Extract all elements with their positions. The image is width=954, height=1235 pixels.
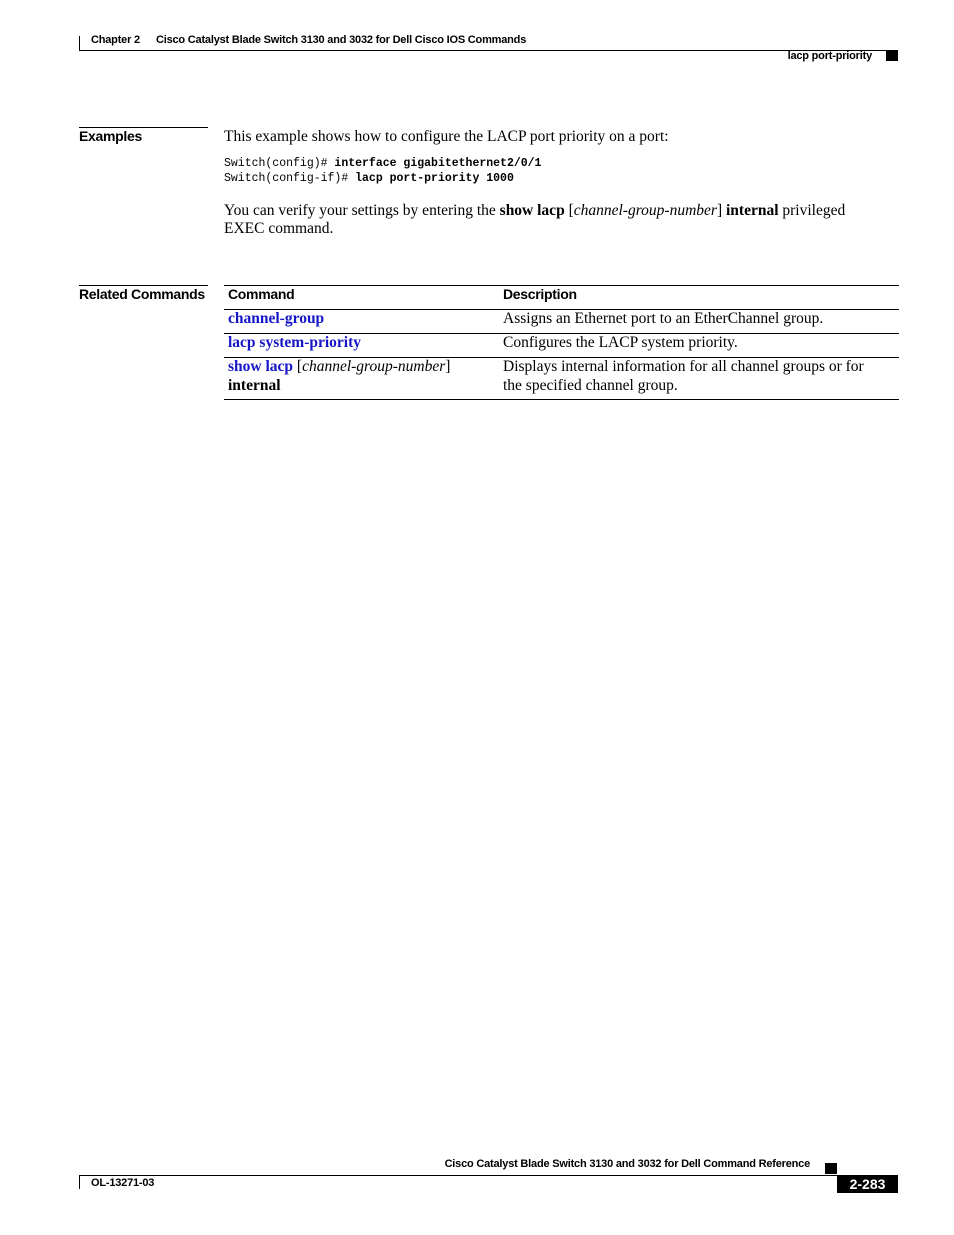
table-cell-description: Assigns an Ethernet port to an EtherChannel group. <box>503 310 824 327</box>
channel-group-link[interactable]: channel-group <box>228 310 325 327</box>
related-heading: Related Commands <box>79 286 205 302</box>
description-line-1: Displays internal information for all channel groups or for <box>503 358 864 375</box>
table-bottom-rule <box>224 399 899 400</box>
code-prompt: Switch(config-if)# <box>224 172 356 185</box>
verify-text: You can verify your settings by entering the <box>224 202 500 219</box>
command-bracket-close: ] <box>445 358 451 375</box>
footer-rule-vertical <box>79 1175 80 1189</box>
footer-doc-number: OL-13271-03 <box>91 1177 155 1189</box>
code-command: interface gigabitethernet2/0/1 <box>334 157 542 170</box>
code-prompt: Switch(config)# <box>224 157 335 170</box>
verify-bracket-open: [ <box>564 202 574 219</box>
verify-argument: channel-group-number <box>573 202 717 219</box>
footer-page-number: 2-283 <box>837 1175 898 1193</box>
verify-bracket-close: ] <box>716 202 726 219</box>
command-argument: channel-group-number <box>302 358 446 375</box>
header-rule-vertical <box>79 36 80 50</box>
verify-text-end: privileged <box>778 202 846 219</box>
footer-marker-block <box>825 1163 837 1174</box>
verify-keyword: internal <box>725 202 779 219</box>
show-lacp-link[interactable]: show lacp <box>228 358 294 375</box>
footer-title: Cisco Catalyst Blade Switch 3130 and 3032 for Dell Command Reference <box>444 1158 810 1170</box>
description-line-2: the specified channel group. <box>503 377 678 394</box>
table-cell-description <box>503 357 864 395</box>
verify-paragraph <box>224 202 899 238</box>
table-row <box>228 309 324 328</box>
examples-intro: This example shows how to configure the LACP port priority on a port: <box>224 128 669 145</box>
lacp-system-priority-link[interactable]: lacp system-priority <box>228 334 362 351</box>
command-bracket-open: [ <box>293 358 303 375</box>
header-topic: lacp port-priority <box>787 50 872 62</box>
examples-heading: Examples <box>79 128 142 144</box>
verify-text-line2: EXEC command. <box>224 220 334 237</box>
command-keyword: internal <box>228 377 281 394</box>
table-header-description: Description <box>503 286 577 302</box>
header-title: Cisco Catalyst Blade Switch 3130 and 3032 for Dell Cisco IOS Commands <box>156 34 527 46</box>
footer-rule <box>79 1175 898 1176</box>
header-rule <box>79 50 898 51</box>
table-row <box>228 333 361 352</box>
verify-command: show lacp <box>499 202 565 219</box>
code-line-1 <box>224 156 541 171</box>
header-marker-block <box>886 50 898 61</box>
code-line-2 <box>224 171 514 186</box>
header-chapter: Chapter 2 <box>91 34 140 46</box>
table-row <box>228 357 450 395</box>
table-header-command: Command <box>228 286 295 302</box>
table-cell-description: Configures the LACP system priority. <box>503 334 738 351</box>
code-command: lacp port-priority 1000 <box>355 172 514 185</box>
